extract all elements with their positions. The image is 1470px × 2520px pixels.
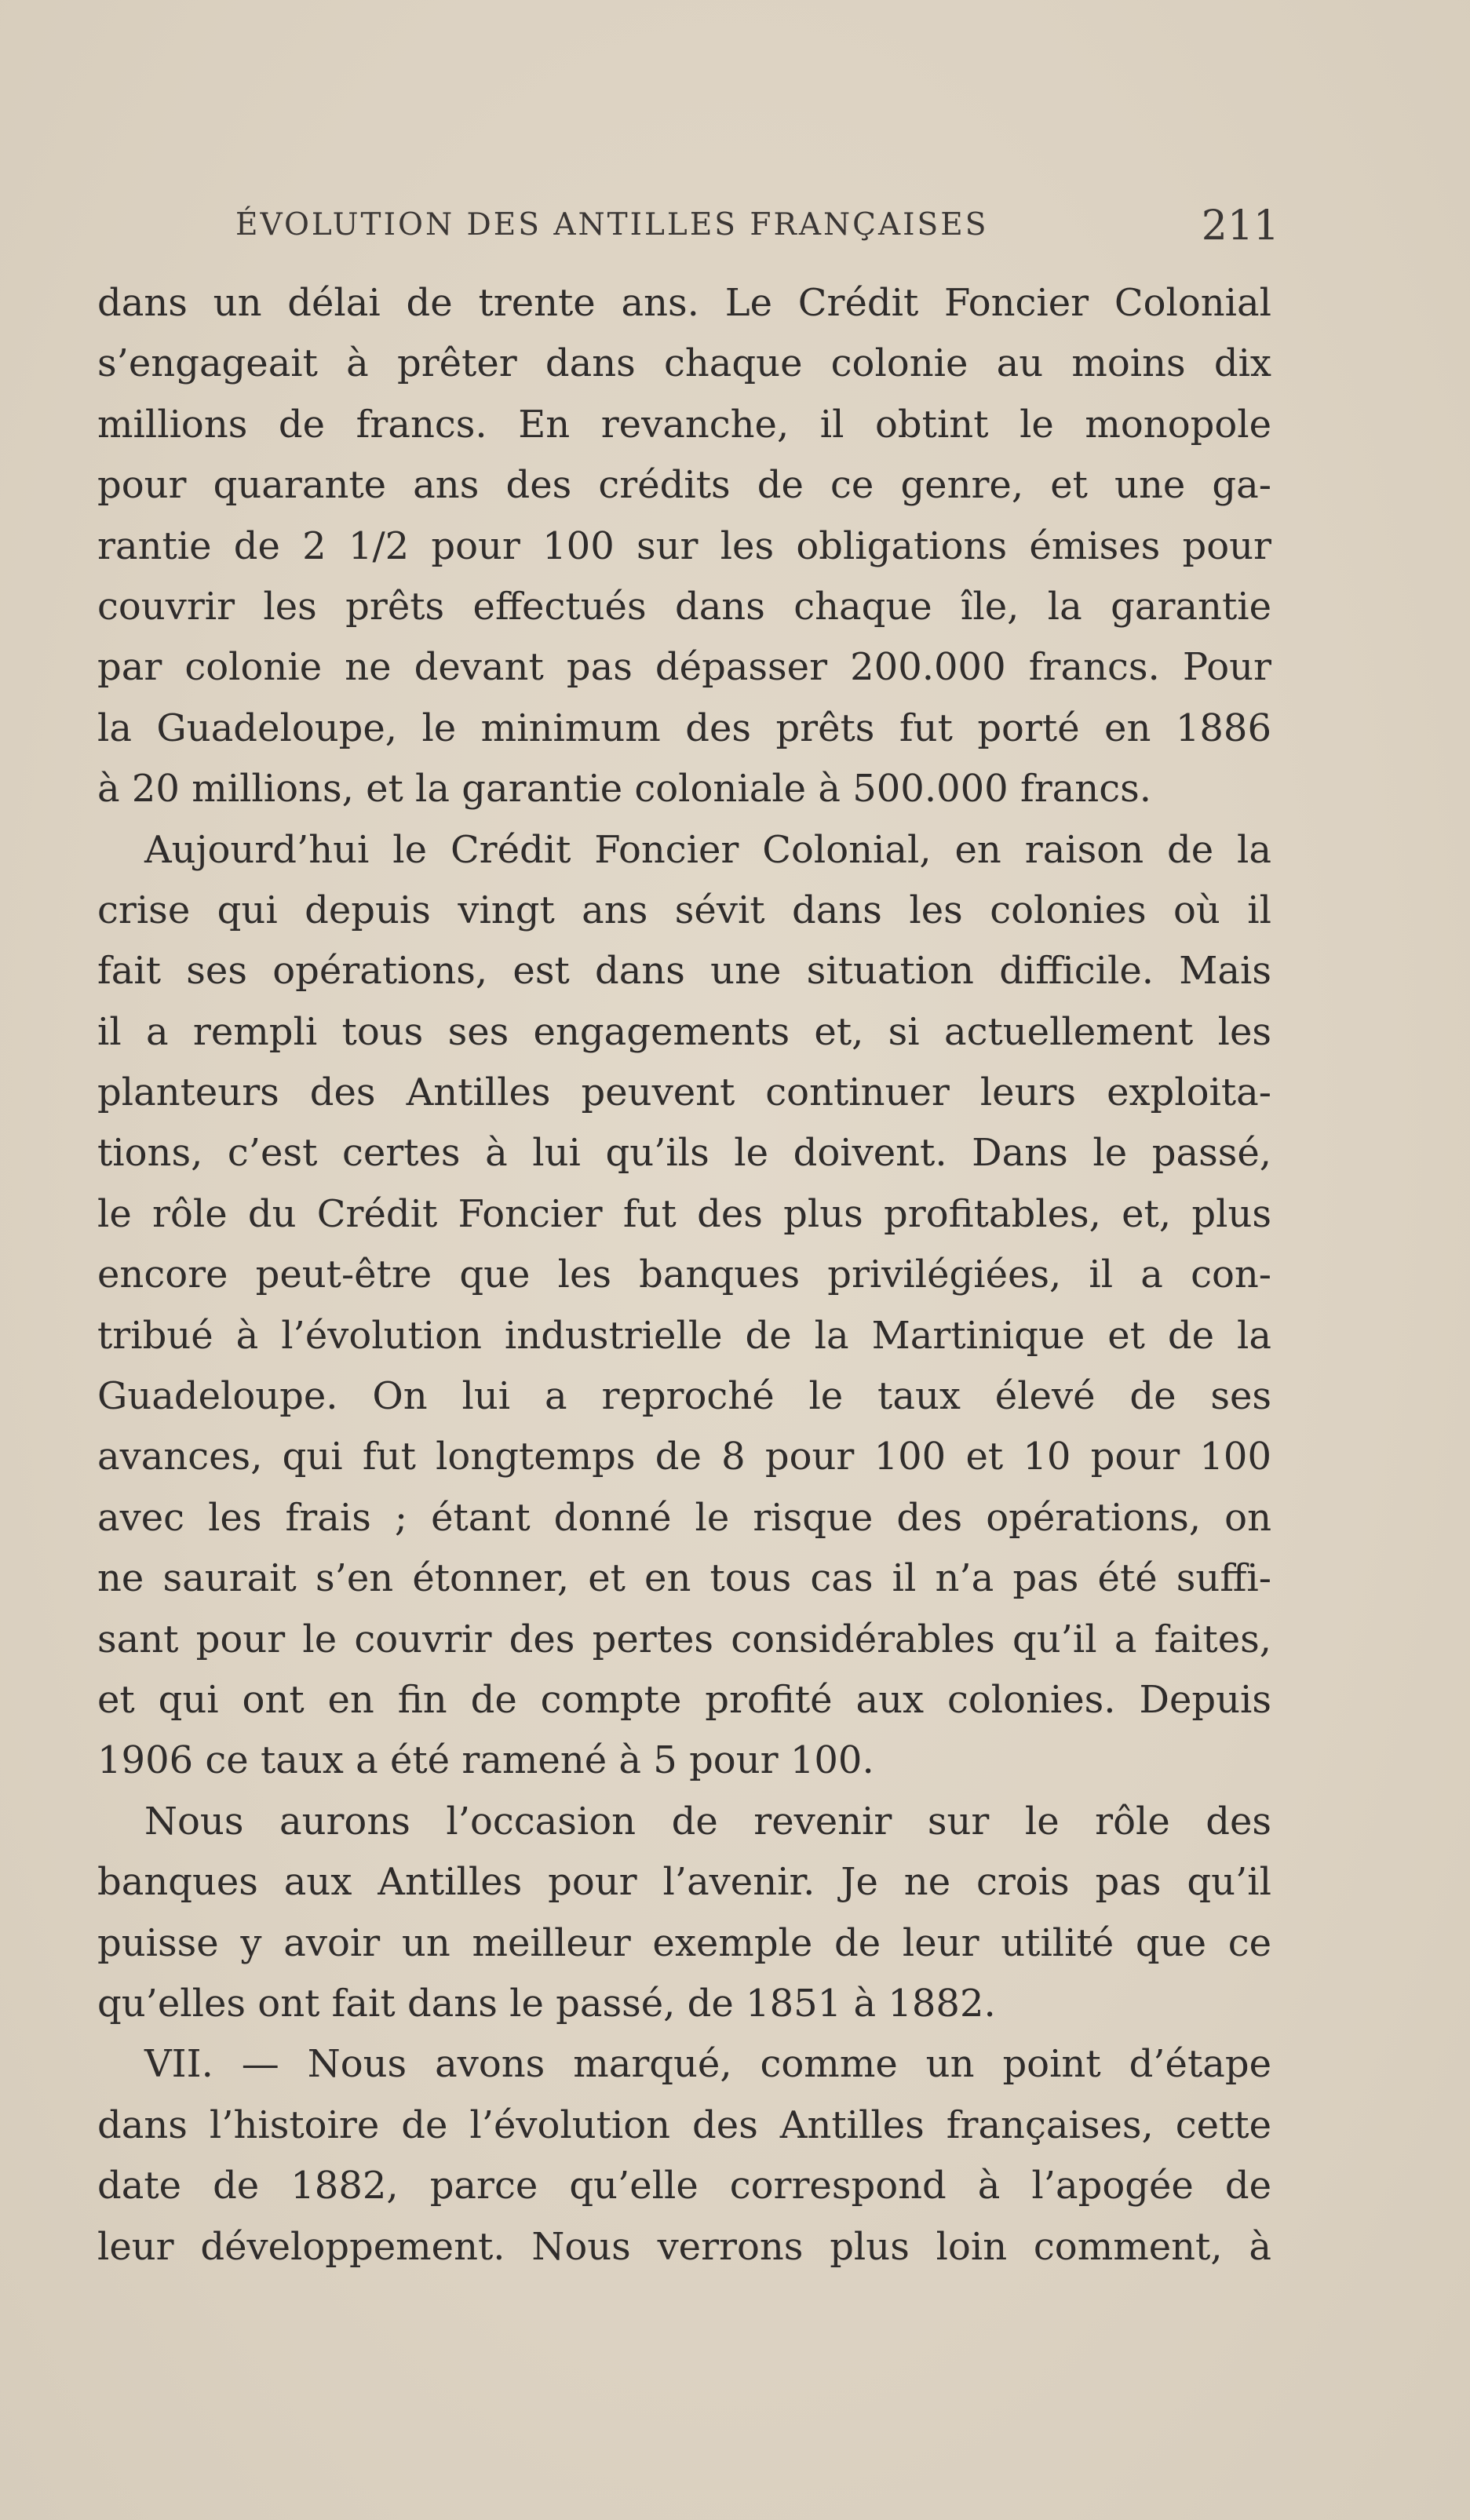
- text-line: leur développement. Nous verrons plus loin comment, à: [97, 2224, 1271, 2269]
- text-line: s’engageait à prêter dans chaque colonie au moins dix: [97, 341, 1271, 386]
- paragraph-first-line: Aujourd’hui le Crédit Foncier Colonial, en raison de la: [144, 827, 1271, 872]
- text-line: dans un délai de trente ans. Le Crédit Foncier Colonial: [97, 281, 1271, 325]
- text-line: tions, c’est certes à lui qu’ils le doivent. Dans le passé,: [97, 1131, 1271, 1176]
- text-line: Guadeloupe. On lui a reproché le taux élevé de ses: [97, 1374, 1271, 1419]
- text-line: avec les frais ; étant donné le risque des opérations, on: [97, 1495, 1271, 1540]
- page-number: 211: [1201, 202, 1279, 250]
- text-line: crise qui depuis vingt ans sévit dans les colonies où il: [97, 888, 1271, 932]
- text-line: encore peut-être que les banques privilégiées, il a con-: [97, 1253, 1271, 1297]
- text-line: date de 1882, parce qu’elle correspond à l’apogée de: [97, 2164, 1271, 2208]
- running-header: [235, 202, 1279, 250]
- text-line: il a rempli tous ses engagements et, si actuellement les: [97, 1009, 1271, 1054]
- text-line: sant pour le couvrir des pertes considérables qu’il a faites,: [97, 1617, 1271, 1661]
- text-line: millions de francs. En revanche, il obtint le monopole: [97, 402, 1271, 447]
- text-line: puisse y avoir un meilleur exemple de leur utilité que ce: [97, 1920, 1271, 1965]
- text-line: le rôle du Crédit Foncier fut des plus profitables, et, plus: [97, 1191, 1271, 1236]
- running-title: ÉVOLUTION DES ANTILLES FRANÇAISES: [235, 207, 989, 243]
- text-line: fait ses opérations, est dans une situation difficile. Mais: [97, 949, 1271, 994]
- paragraph-first-line: Nous aurons l’occasion de revenir sur le rôle des: [144, 1799, 1271, 1844]
- text-line: et qui ont en fin de compte profité aux colonies. Depuis: [97, 1677, 1271, 1722]
- section-vii-first-line: VII. — Nous avons marqué, comme un point d’étape: [144, 2042, 1271, 2087]
- text-line: à 20 millions, et la garantie coloniale à 500.000 francs.: [97, 767, 1151, 811]
- text-line: 1906 ce taux a été ramené à 5 pour 100.: [97, 1738, 874, 1783]
- text-line: par colonie ne devant pas dépasser 200.000 francs. Pour: [97, 645, 1271, 690]
- text-line: rantie de 2 1/2 pour 100 sur les obligations émises pour: [97, 523, 1271, 568]
- text-line: la Guadeloupe, le minimum des prêts fut porté en 1886: [97, 706, 1271, 750]
- text-line: pour quarante ans des crédits de ce genre, et une ga-: [97, 463, 1271, 508]
- text-line: tribué à l’évolution industrielle de la Martinique et de la: [97, 1313, 1271, 1358]
- text-line: dans l’histoire de l’évolution des Antilles françaises, cette: [97, 2102, 1271, 2147]
- body-text: [97, 273, 1271, 2277]
- text-line: planteurs des Antilles peuvent continuer leurs exploita-: [97, 1070, 1271, 1115]
- text-line: ne saurait s’en étonner, et en tous cas il n’a pas été suffi-: [97, 1556, 1271, 1601]
- text-line: qu’elles ont fait dans le passé, de 1851 à 1882.: [97, 1981, 996, 2026]
- text-line: avances, qui fut longtemps de 8 pour 100 et 10 pour 100: [97, 1435, 1271, 1479]
- text-line: banques aux Antilles pour l’avenir. Je ne crois pas qu’il: [97, 1860, 1271, 1905]
- text-line: couvrir les prêts effectués dans chaque île, la garantie: [97, 584, 1271, 629]
